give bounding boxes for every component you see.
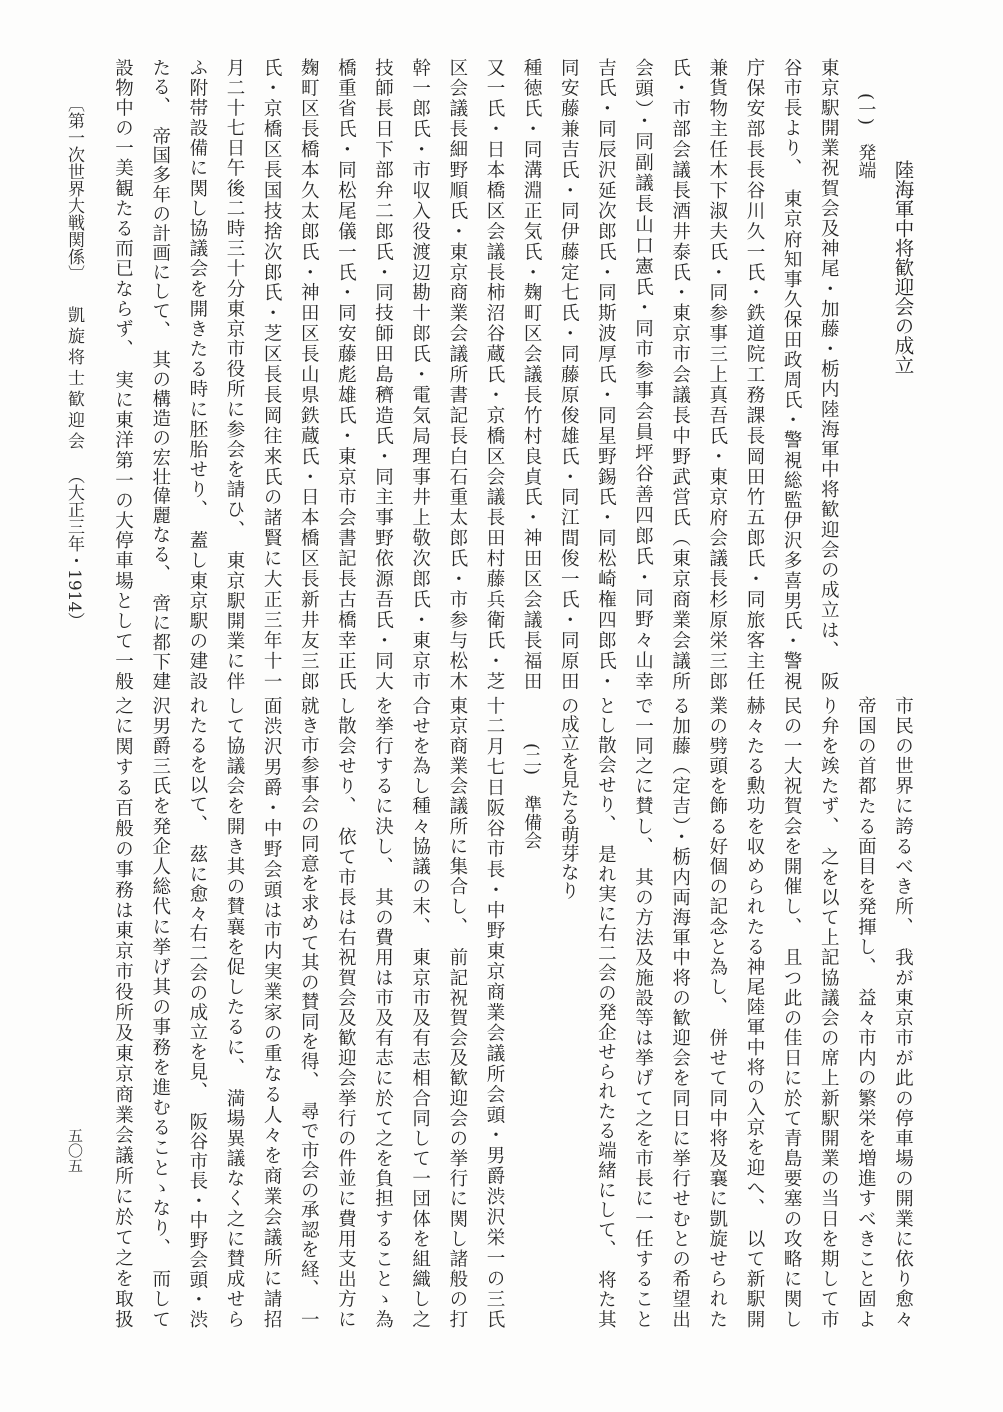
text-column: 幹一郎氏・市収入役渡辺勘十郎氏・電気局理事井上敬次郎氏・東京市 [409,58,431,690]
text-column: ふ附帯設備に関し協議会を開きたる時に胚胎せり、 蓋し東京駅の建設 [186,58,208,690]
section-2-number: (二) [521,743,543,776]
text-column: 東京駅開業祝賀会及神尾・加藤・栃内陸海軍中将歓迎会の成立は、 阪 [818,58,840,690]
text-column: 民の一大祝賀会を開催し、 且つ此の佳日に於て青島要塞の攻略に関し [781,696,803,1328]
text-column: 就き市参事会の同意を求めて其の賛同を得、 尋で市会の承認を経、 一 [298,696,320,1328]
section-1-number: (一) [855,93,877,126]
section-1-heading: 発端 [855,143,877,180]
text-column: 谷市長より、 東京府知事久保田政周氏・警視総監伊沢多喜男氏・警視 [781,58,803,690]
text-column: 氏・京橋区長国技捨次郎氏・芝区長長岡往来氏の諸賢に大正三年十一 [261,58,283,690]
text-column: 東京商業会議所に集合し、 前記祝賀会及歓迎会の挙行に関し諸般の打 [446,696,468,1328]
footer-event: 凱旋将士歓迎会 [64,306,84,453]
text-column: 庁保安部長長谷川久一氏・鉄道院工務課長岡田竹五郎氏・同旅客主任 [743,58,765,690]
text-column: れたるを以て、 茲に愈々右二会の成立を見、 阪谷市長・中野会頭・渋 [186,696,208,1328]
section-1-header [847,93,884,213]
text-column: 吉氏・同辰沢延次郎氏・同斯波厚氏・同星野錫氏・同松崎権四郎氏・ [595,58,617,690]
text-column: 麹町区長橋本久太郎氏・神田区長山県鉄蔵氏・日本橋区長新井友三郎 [298,58,320,690]
text-column: 月二十七日午後二時三十分東京市役所に参会を請ひ、 東京駅開業に伴 [223,58,245,690]
page-number: 五〇五 [66,1128,84,1173]
text-column: 兼貨物主任木下淑夫氏・同参事三上真吾氏・東京府会議長杉原栄三郎 [706,58,728,690]
text-column: を挙行するに決し、 其の費用は市及有志に於て之を負担することゝ為 [372,696,394,1328]
text-column: 氏・市部会議長酒井泰氏・東京市会議長中野武営氏（東京商業会議所 [669,58,691,690]
text-column: 市民の世界に誇るべき所、 我が東京市が此の停車場の開業に依り愈々 [892,696,914,1328]
text-column: 沢男爵三氏を発企人総代に挙げ其の事務を進むることゝなり、 而して [149,696,171,1328]
text-column: る加藤（定吉）・栃内両海軍中将の歓迎会を同日に挙行せむとの希望出 [669,696,691,1328]
text-column: 又一氏・日本橋区会議長柿沼谷蔵氏・京橋区会議長田村藤兵衛氏・芝 [483,58,505,690]
text-column: 橋重省氏・同松尾儀一氏・同安藤彪雄氏・東京市会書記長古橋幸正氏 [335,58,357,690]
text-column: の成立を見たる萌芽なり [558,696,580,900]
text-column: 赫々たる勲功を収められたる神尾陸軍中将の入京を迎へ、 以て新駅開 [743,696,765,1328]
text-column: 区会議長細野順氏・東京商業会議所書記長白石重太郎氏・市参与松木 [446,58,468,690]
text-column: 同安藤兼吉氏・同伊藤定七氏・同藤原俊雄氏・同江間俊一氏・同原田 [558,58,580,690]
text-column: で一同之に賛し、 其の方法及施設等は挙げて之を市長に一任すること [632,696,654,1328]
text-column: 十二月七日阪谷市長・中野東京商業会議所会頭・男爵渋沢栄一の三氏 [483,696,505,1328]
text-column: 之に関する百般の事務は東京市役所及東京商業会議所に於て之を取扱 [112,696,134,1329]
text-column: 帝国の首都たる面目を発揮し、 益々市内の繁栄を増進すべきこと固よ [855,696,877,1328]
text-column: とし散会せり、 是れ実に右二会の発企せられたる端緒にして、 将た其 [595,696,617,1328]
text-column: して協議会を開き其の賛襄を促したるに、 満場異議なく之に賛成せら [223,696,245,1328]
footer-category: 〔第一次世界大戦関係〕 [64,95,84,282]
text-column: 会頭）・同副議長山口憲氏・同市参事会員坪谷善四郎氏・同野々山幸 [632,58,654,690]
text-column: り弁を竢たず、 之を以て上記協議会の席上新駅開業の当日を期して市 [818,696,840,1328]
text-column: 面渋沢男爵・中野会頭は市内実業家の重なる人々を商業会議所に請招 [261,696,283,1329]
text-column: 設物中の一美観たる而已ならず、 実に東洋第一の大停車場として一般 [112,58,134,690]
running-footer [55,95,92,655]
text-column: 業の劈頭を飾る好個の記念と為し、 併せて同中将及襄に凱旋せられた [706,696,728,1328]
footer-period: （大正三年・1914） [64,467,84,630]
section-2-header [513,743,550,863]
text-column: 種徳氏・同溝淵正気氏・麹町区会議長竹村良貞氏・神田区会議長福田 [521,58,543,690]
article-title: 陸海軍中将歓迎会の成立 [891,160,915,375]
text-column: たる、 帝国多年の計画にして、 其の構造の宏壮偉麗なる、 啻に都下建 [149,58,171,691]
section-2-heading: 準備会 [521,795,543,850]
text-column: 合せを為し種々協議の末、 東京市及有志相合同して一団体を組織し之 [409,696,431,1328]
text-column: 技師長日下部弁二郎氏・同技師田島穧造氏・同主事野依源吾氏・同大 [372,58,394,690]
text-column: し散会せり、 依て市長は右祝賀会及歓迎会挙行の件並に費用支出方に [335,696,357,1328]
